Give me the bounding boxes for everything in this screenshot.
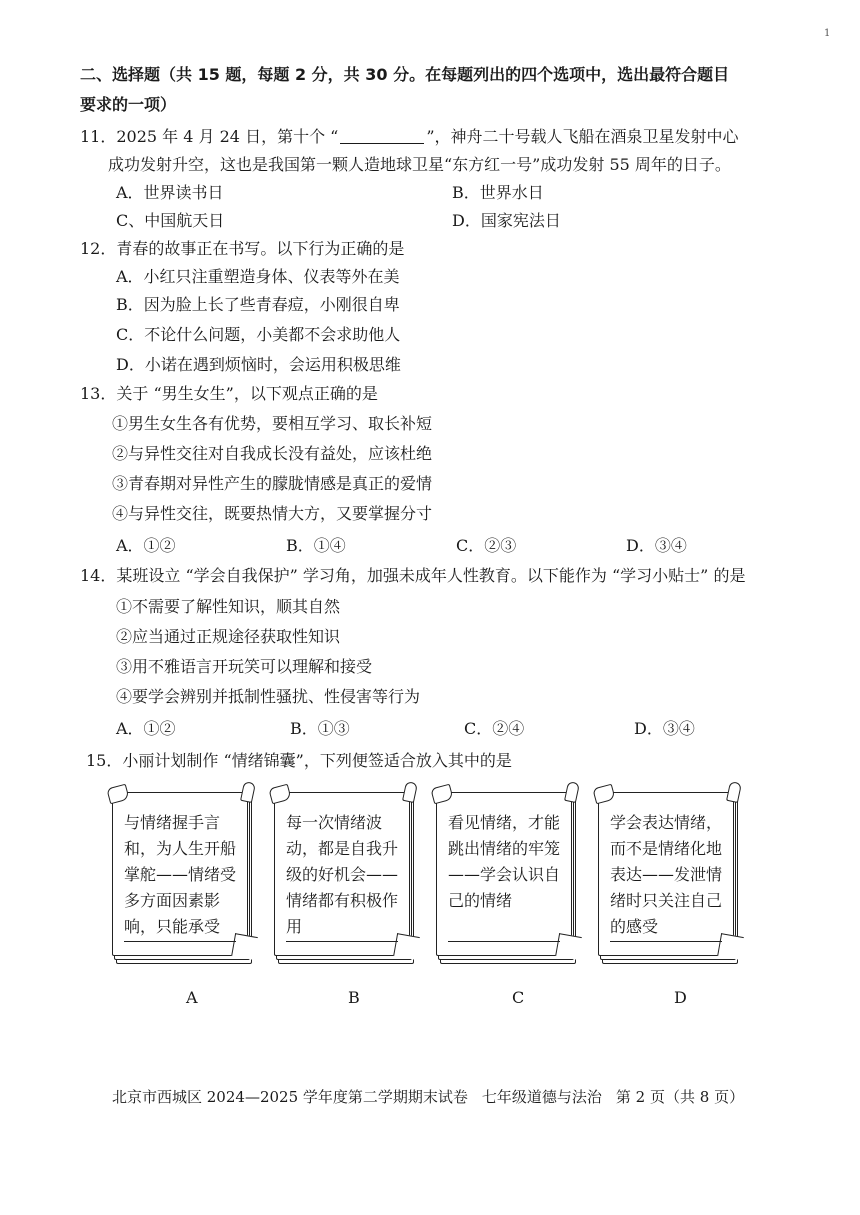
option-c: C．②④: [464, 719, 525, 738]
question-14: [80, 563, 745, 586]
question-number: 13．: [80, 384, 117, 403]
option-a: A．世界读书日: [116, 183, 224, 202]
question-text: 小丽计划制作 “情绪锦囊”，下列便签适合放入其中的是: [122, 751, 512, 770]
statement-4: ④要学会辨别并抵制性骚扰、性侵害等行为: [116, 687, 421, 706]
section-header-line2: 要求的一项）: [80, 95, 177, 114]
folded-corner-icon: [555, 933, 582, 960]
paper-clip-icon: [726, 781, 742, 803]
note-underline: [286, 941, 398, 942]
question-15: [86, 748, 512, 771]
question-13: [80, 381, 378, 404]
note-label-a: A: [186, 988, 198, 1007]
statement-3: ③用不雅语言开玩笑可以理解和接受: [116, 657, 373, 676]
question-text: 关于 “男生女生”，以下观点正确的是: [116, 384, 378, 403]
question-11: [80, 124, 739, 147]
question-number: 14．: [80, 566, 117, 585]
option-c: C．不论什么问题，小美都不会求助他人: [116, 325, 401, 344]
question-text: 2025 年 4 月 24 日，第十个 “: [116, 127, 339, 146]
question-text: ”，神舟二十号载人飞船在酒泉卫星发射中心: [426, 127, 739, 146]
statement-3: ③青春期对异性产生的朦胧情感是真正的爱情: [112, 474, 433, 493]
note-underline: [448, 941, 560, 942]
answer-blank: [340, 129, 424, 144]
paper-clip-icon: [240, 781, 256, 803]
statement-4: ④与异性交往，既要热情大方，又要掌握分寸: [112, 504, 433, 523]
option-b: B．因为脸上长了些青春痘，小刚很自卑: [116, 295, 400, 314]
note-text: 与情绪握手言和，为人生开船掌舵——情绪受多方面因素影响，只能承受: [124, 813, 237, 936]
note-card-a: [114, 792, 252, 944]
note-text: 看见情绪，才能跳出情绪的牢笼——学会认识自己的情绪: [448, 813, 561, 910]
footer-subject: 七年级道德与法治: [481, 1088, 602, 1106]
option-b: B．①④: [286, 536, 346, 555]
option-d: D．③④: [626, 536, 687, 555]
option-b: B．①③: [290, 719, 350, 738]
question-number: 12．: [80, 239, 117, 258]
option-d: D．国家宪法日: [452, 211, 561, 230]
note-label-d: D: [674, 988, 687, 1007]
statement-1: ①不需要了解性知识，顺其自然: [116, 597, 341, 616]
note-text: 学会表达情绪，而不是情绪化地表达——发泄情绪时只关注自己的感受: [610, 813, 723, 936]
option-b: B．世界水日: [452, 183, 544, 202]
option-c: C．②③: [456, 536, 517, 555]
footer-exam-title: 北京市西城区 2024—2025 学年度第二学期期末试卷: [112, 1088, 468, 1106]
statement-2: ②与异性交往对自我成长没有益处，应该杜绝: [112, 444, 433, 463]
option-a: A．小红只注重塑造身体、仪表等外在美: [116, 267, 400, 286]
note-label-b: B: [348, 988, 360, 1007]
footer-page-number: 第 2 页（共 8 页）: [615, 1088, 745, 1106]
question-number: 11．: [80, 127, 117, 146]
statement-2: ②应当通过正规途径获取性知识: [116, 627, 341, 646]
paper-clip-icon: [402, 781, 418, 803]
footer: [112, 1086, 744, 1107]
question-text: 青春的故事正在书写。以下行为正确的是: [116, 239, 405, 258]
option-a: A．①②: [116, 719, 176, 738]
option-a: A．①②: [116, 536, 176, 555]
page-corner-mark: 1: [824, 28, 831, 39]
section-header-line1: 二、选择题（共 15 题，每题 2 分，共 30 分。在每题列出的四个选项中，选出最符合题目: [80, 65, 730, 84]
question-12: [80, 236, 404, 259]
question-11-line2: 成功发射升空，这也是我国第一颗人造地球卫星“东方红一号”成功发射 55 周年的日子。: [108, 155, 731, 174]
question-text: 某班设立 “学会自我保护” 学习角，加强未成年人性教育。以下能作为 “学习小贴士” 的是: [116, 566, 746, 585]
option-c: C、中国航天日: [116, 211, 225, 230]
option-d: D．小诺在遇到烦恼时，会运用积极思维: [116, 355, 401, 374]
note-card-d: [600, 792, 738, 944]
statement-1: ①男生女生各有优势，要相互学习、取长补短: [112, 414, 433, 433]
option-d: D．③④: [634, 719, 695, 738]
note-text: 每一次情绪波动，都是自我升级的好机会——情绪都有积极作用: [286, 813, 399, 936]
note-card-c: [438, 792, 576, 944]
note-underline: [124, 941, 236, 942]
note-card-b: [276, 792, 414, 944]
note-label-c: C: [512, 988, 525, 1007]
note-underline: [610, 941, 722, 942]
question-number: 15．: [86, 751, 123, 770]
paper-clip-icon: [564, 781, 580, 803]
